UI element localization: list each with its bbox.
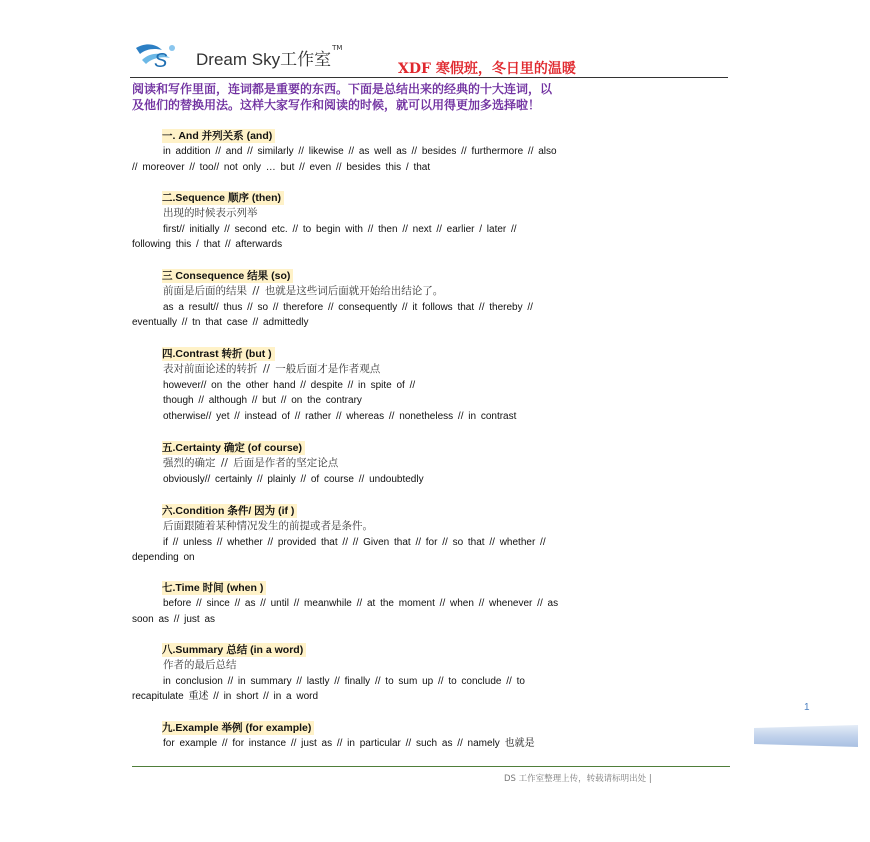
connective-words-line: depending on [132, 552, 195, 564]
connective-section [132, 266, 732, 331]
page-tab-decoration [754, 725, 858, 747]
trademark-mark: TM [332, 44, 343, 52]
connective-words-line: eventually // tn that case // admittedly [132, 317, 309, 329]
connective-section [132, 126, 732, 175]
connective-words-line: soon as // just as [132, 613, 216, 625]
connective-words-line: for example // for instance // just as // in particular // such as // namely 也就是 [163, 738, 535, 749]
section-description: 作者的最后总结 [163, 659, 237, 671]
svg-text:S: S [154, 50, 168, 72]
logo [132, 40, 342, 74]
section-title: 九.Example 举例 (for example) [162, 721, 314, 735]
connective-words-line: as a result// thus // so // therefore // consequently // it follows that // thereby // [163, 301, 533, 313]
connective-section [132, 640, 732, 705]
connective-words-line: if // unless // whether // provided that // // Given that // for // so that // whether // [163, 536, 546, 548]
connective-section [132, 718, 732, 752]
connective-words-line: first// initially // second etc. // to begin with // then // next // earlier / later // [163, 223, 517, 235]
connective-words-line: recapitulate 重述 // in short // in a word [132, 691, 319, 703]
footer-divider [132, 766, 730, 767]
section-title: 四.Contrast 转折 (but ) [162, 347, 275, 361]
intro-paragraph [132, 81, 730, 113]
connective-words-line: however// on the other hand // despite // in spite of // [163, 379, 416, 391]
connective-words-line: though // although // but // on the contrary [163, 395, 362, 407]
connective-section [132, 578, 732, 627]
page-number: 1 [804, 702, 810, 713]
connective-section [132, 344, 732, 424]
section-title: 七.Time 时间 (when ) [162, 581, 266, 595]
section-description: 后面跟随着某种情况发生的前提或者是条件。 [163, 520, 373, 532]
section-description: 前面是后面的结果 // 也就是这些词后面就开始给出结论了。 [163, 285, 444, 297]
section-description: 表对前面论述的转折 // 一般后面才是作者观点 [163, 363, 381, 375]
section-description: 出现的时候表示列举 [163, 207, 258, 219]
section-title: 一. And 并列关系 (and) [162, 129, 275, 143]
dream-sky-logo-icon [132, 40, 192, 74]
intro-line: 阅读和写作里面，连词都是重要的东西。下面是总结出来的经典的十大连词，以 [132, 82, 553, 96]
section-title: 三 Consequence 结果 (so) [162, 269, 293, 283]
header-divider [130, 77, 728, 78]
connective-section [132, 438, 732, 487]
connective-words-line: // moreover // too// not only … but // even // besides this / that [132, 161, 431, 173]
section-title: 五.Certainty 确定 (of course) [162, 441, 305, 455]
header-title: XDF 寒假班，冬日里的温暖 [398, 61, 576, 77]
connective-words-line: following this / that // afterwards [132, 239, 283, 251]
connective-words-line: obviously// certainly // plainly // of course // undoubtedly [163, 473, 424, 485]
section-title: 二.Sequence 顺序 (then) [162, 191, 284, 205]
footer-note: DS 工作室整理上传，转载请标明出处 | [504, 774, 652, 784]
section-title: 六.Condition 条件/ 因为 (if ) [162, 504, 297, 518]
connective-section [132, 188, 732, 253]
brand-name: Dream Sky工作室 [196, 49, 332, 69]
connective-words-line: before // since // as // until // meanwhile // at the moment // when // whenever // as [163, 598, 559, 609]
section-title: 八.Summary 总结 (in a word) [162, 643, 306, 657]
intro-line: 及他们的替换用法。这样大家写作和阅读的时候，就可以用得更加多选择啦！ [132, 98, 541, 112]
connective-words-line: otherwise// yet // instead of // rather // whereas // nonetheless // in contrast [163, 410, 517, 422]
section-description: 强烈的确定 // 后面是作者的坚定论点 [163, 457, 339, 469]
connective-words-line: in conclusion // in summary // lastly // finally // to sum up // to conclude // to [163, 675, 525, 687]
connective-section [132, 501, 732, 566]
connective-words-line: in addition // and // similarly // likewise // as well as // besides // furthermore // also [163, 146, 557, 157]
